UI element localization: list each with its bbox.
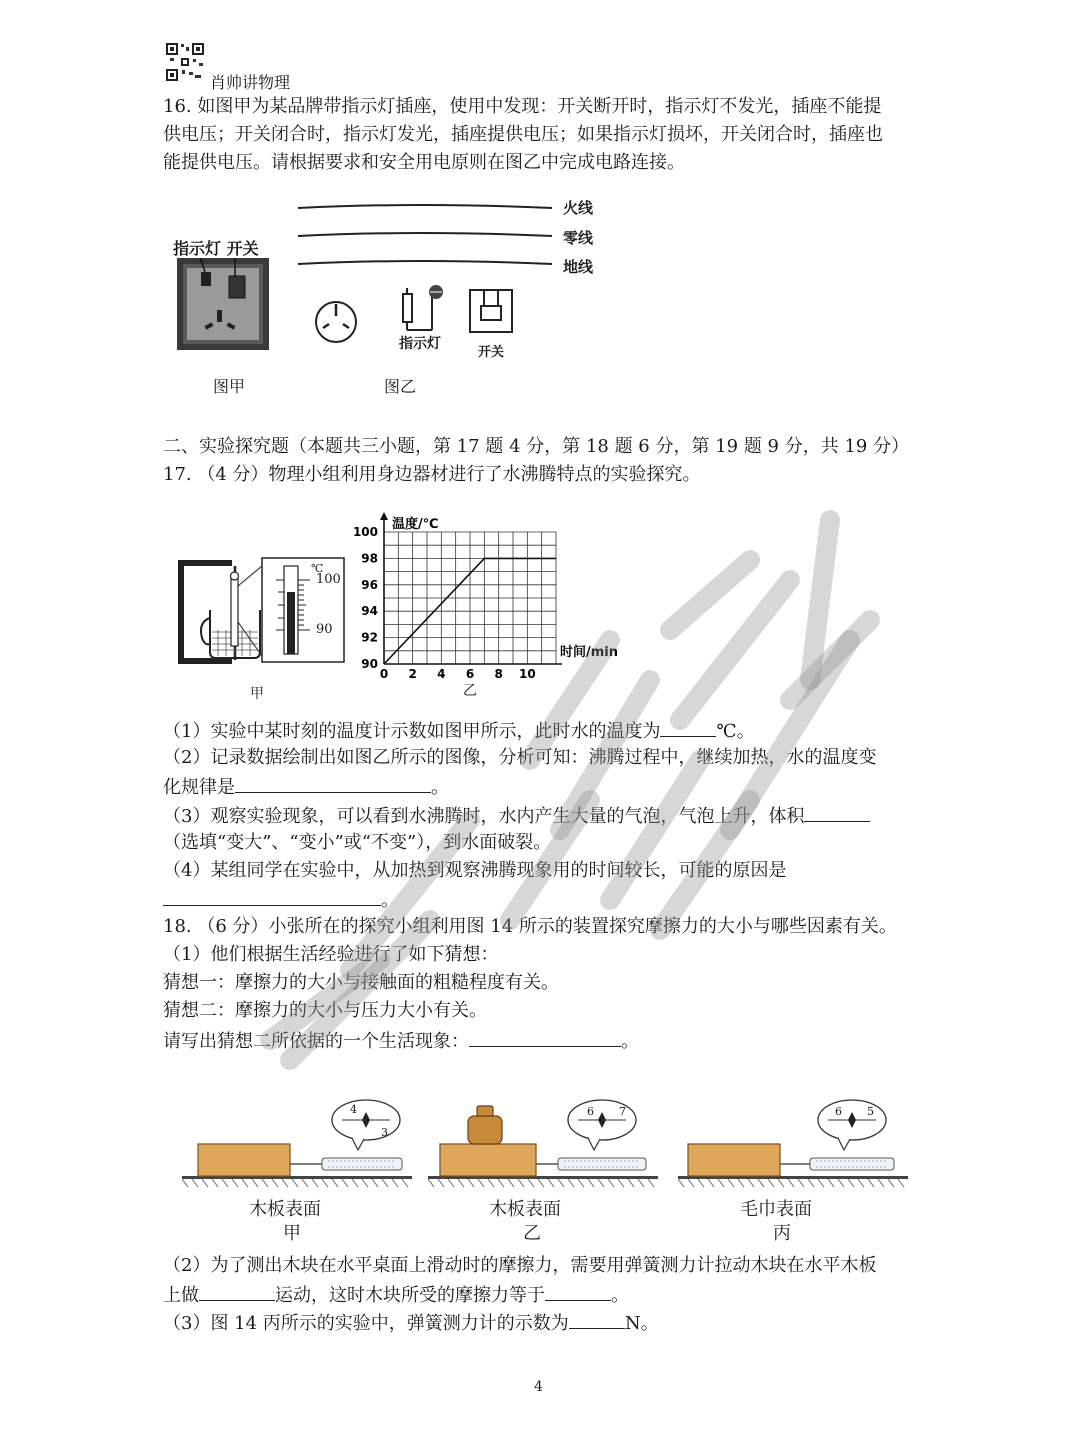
q17-part1-unit: ℃。 [716, 721, 755, 742]
fig-jia-caption: 甲 [250, 686, 264, 702]
q18-guess2: 猜想二：摩擦力的大小与压力大小有关。 [163, 1000, 487, 1021]
indicator-lamp-label: 指示灯 [399, 336, 441, 352]
q16-line-1: 16. 如图甲为某品牌带指示灯插座，使用中发现：开关断开时，指示灯不发光，插座不能提 [163, 96, 882, 117]
surface-yi: 木板表面 [489, 1199, 561, 1220]
q16-line-3: 能提供电压。请根据要求和安全用电原则在图乙中完成电路连接。 [163, 152, 685, 173]
socket-photo [177, 258, 269, 350]
dial-jia-left: 4 [350, 1103, 357, 1116]
surface-jia: 木板表面 [249, 1199, 321, 1220]
section-2-title: 二、实验探究题（本题共三小题，第 17 题 4 分，第 18 题 6 分，第 19 题 9 分，共 19 分） [163, 436, 910, 457]
q18-ask-end: 。 [621, 1031, 639, 1052]
page-number: 4 [534, 1379, 543, 1395]
q18-stem: 18. （6 分）小张所在的探究小组利用图 14 所示的装置探究摩擦力的大小与哪些因素有关。 [163, 916, 897, 937]
dial-yi-right: 7 [619, 1105, 626, 1118]
q17-part4-end: 。 [381, 890, 399, 911]
x-tick-label: 8 [494, 667, 503, 681]
q18-part3-blank[interactable] [569, 1308, 625, 1329]
friction-setup-jia [182, 1098, 412, 1188]
q18-guess1: 猜想一：摩擦力的大小与接触面的粗糙程度有关。 [163, 972, 559, 993]
y-tick-label: 92 [361, 630, 378, 645]
x-tick-label: 2 [408, 667, 417, 681]
q18-part2-blank2[interactable] [545, 1280, 611, 1301]
y-tick-label: 94 [361, 604, 378, 619]
q17-part1-text: （1）实验中某时刻的温度计示数如图甲所示，此时水的温度为 [163, 721, 661, 742]
q17-part4-line1: （4）某组同学在实验中，从加热到观察沸腾现象用的时间较长，可能的原因是 [163, 860, 787, 881]
q17-part4-line2 [163, 885, 399, 915]
y-tick-label: 100 [352, 525, 378, 539]
q17-part3-blank[interactable] [804, 801, 870, 822]
thermometer-100: 100 [316, 572, 341, 587]
q18-ask-text: 请写出猜想二所依据的一个生活现象： [163, 1031, 469, 1052]
x-tick-label: 4 [437, 667, 446, 681]
q18-part2-pre: 上做 [163, 1285, 199, 1306]
q18-part2-mid: 运动，这时木块所受的摩擦力等于 [275, 1285, 545, 1306]
q17-part2-line1: （2）记录数据绘制出如图乙所示的图像，分析可知：沸腾过程中，继续加热，水的温度变 [163, 747, 877, 768]
q16-line-2: 供电压；开关闭合时，指示灯发光，插座提供电压；如果指示灯损坏，开关闭合时，插座也 [163, 124, 883, 145]
neutral-wire [298, 233, 552, 236]
qr-code [165, 42, 205, 82]
socket-symbol [316, 302, 356, 342]
y-tick-label: 98 [361, 551, 378, 566]
q18-part3 [163, 1308, 659, 1338]
x-tick-label: 0 [379, 667, 389, 681]
setup-yi-name: 乙 [523, 1223, 541, 1244]
switch-symbol [470, 290, 512, 332]
q17-part1-blank[interactable] [660, 716, 716, 737]
q17-part3-text: （3）观察实验现象，可以看到水沸腾时，水内产生大量的气泡，气泡上升，体积 [163, 806, 805, 827]
fig-b-caption: 图乙 [384, 377, 417, 396]
q17-part2-blank[interactable] [235, 772, 431, 793]
q18-part3-text: （3）图 14 丙所示的实验中，弹簧测力计的示数为 [163, 1313, 569, 1334]
q18-part2-line1: （2）为了测出木块在水平桌面上滑动时的摩擦力，需要用弹簧测力计拉动木块在水平木板 [163, 1255, 877, 1276]
q18-part2-line2 [163, 1280, 629, 1310]
y-axis-label: 温度/℃ [392, 517, 439, 532]
q17-part2-text: 化规律是 [163, 777, 235, 798]
setup-bing-name: 丙 [773, 1223, 791, 1244]
q17-part3-line2: （选填“变大”、“变小”或“不变”），到水面破裂。 [163, 832, 552, 853]
dial-bing-left: 6 [835, 1105, 842, 1118]
q17-stem: 17. （4 分）物理小组利用身边器材进行了水沸腾特点的实验探究。 [163, 464, 701, 485]
surface-bing: 毛巾表面 [740, 1199, 812, 1220]
q18-part2-blank1[interactable] [199, 1280, 275, 1301]
x-tick-label: 6 [465, 667, 475, 681]
socket-photo-label: 指示灯 开关 [173, 239, 259, 258]
earth-wire [298, 261, 552, 264]
q18-ask-blank[interactable] [469, 1026, 621, 1047]
q17-part4-blank[interactable] [163, 885, 381, 906]
wiring-diagram [290, 192, 620, 372]
brand-name: 肖帅讲物理 [210, 73, 291, 92]
q18-ask [163, 1026, 639, 1056]
neutral-wire-label: 零线 [563, 229, 594, 247]
thermometer-unit: ℃ [311, 562, 324, 575]
q17-part3-line1 [163, 801, 870, 831]
temperature-chart [350, 500, 635, 695]
indicator-lamp-symbol [403, 285, 443, 330]
y-tick-label: 96 [361, 577, 378, 592]
x-tick-label: 10 [518, 667, 536, 681]
live-wire-label: 火线 [563, 199, 594, 217]
dial-jia-right: 3 [381, 1126, 388, 1139]
switch-label: 开关 [478, 345, 505, 360]
q18-part2-end: 。 [611, 1285, 629, 1306]
q18-part1: （1）他们根据生活经验进行了如下猜想： [163, 944, 499, 965]
q17-part1 [163, 716, 755, 746]
y-tick-label: 90 [361, 657, 378, 671]
earth-wire-label: 地线 [563, 258, 594, 276]
live-wire [298, 205, 552, 208]
q17-part2-end: 。 [431, 777, 449, 798]
y-axis-arrow [380, 512, 388, 520]
dial-yi-left: 6 [587, 1105, 594, 1118]
setup-jia-name: 甲 [283, 1223, 301, 1244]
fig-yi-caption: 乙 [463, 683, 477, 699]
fig-a-caption: 图甲 [213, 377, 246, 396]
x-axis-label: 时间/min [560, 645, 619, 660]
dial-bing-right: 5 [867, 1105, 874, 1118]
q17-part2-line2 [163, 772, 449, 802]
thermometer-90: 90 [316, 622, 333, 637]
q18-part3-unit: N。 [624, 1313, 659, 1334]
